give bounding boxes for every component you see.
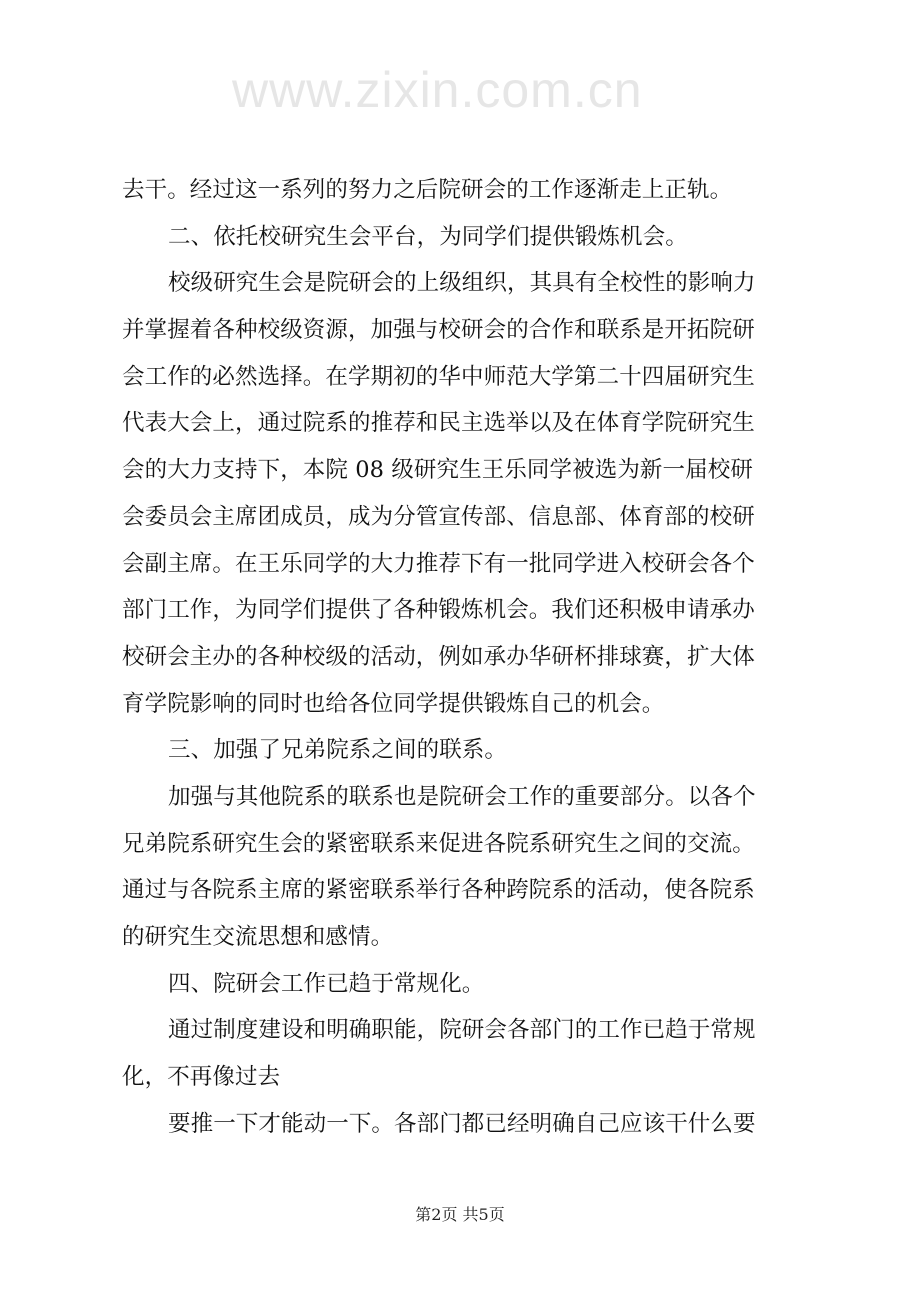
- text-line: 校级研究生会是院研会的上级组织，其具有全校性的影响力: [168, 270, 756, 297]
- text-line: 会委员会主席团成员，成为分管宣传部、信息部、体育部的校研: [122, 503, 755, 530]
- text-line: 去干。经过这一系列的努力之后院研会的工作逐渐走上正轨。: [122, 177, 733, 203]
- text-line: 的研究生交流思想和感情。: [122, 924, 394, 950]
- text-line: 要推一下才能动一下。各部门都已经明确自己应该干什么要: [168, 1110, 756, 1137]
- document-body: [122, 167, 842, 1147]
- text-line: 通过制度建设和明确职能，院研会各部门的工作已趋于常规: [168, 1017, 756, 1044]
- text-line: 代表大会上，通过院系的推荐和民主选举以及在体育学院研究生: [122, 410, 755, 437]
- watermark: www.zixin.com.cn: [232, 62, 643, 118]
- text-line: 育学院影响的同时也给各位同学提供锻炼自己的机会。: [122, 690, 665, 717]
- text-line: 二、依托校研究生会平台，为同学们提供锻炼机会。: [168, 223, 688, 250]
- text-line: 会工作的必然选择。在学期初的华中师范大学第二十四届研究生: [122, 363, 755, 390]
- text-line: 会副主席。在王乐同学的大力推荐下有一批同学进入校研会各个: [122, 550, 755, 577]
- page-footer: 第2页 共5页: [415, 1205, 505, 1224]
- text-line: 三、加强了兄弟院系之间的联系。: [168, 737, 508, 764]
- text-line: 化，不再像过去: [122, 1064, 281, 1091]
- text-line: 校研会主办的各种校级的活动，例如承办华研杯排球赛，扩大体: [122, 643, 755, 670]
- text-line: 加强与其他院系的联系也是院研会工作的重要部分。以各个: [168, 783, 756, 810]
- text-line: 兄弟院系研究生会的紧密联系来促进各院系研究生之间的交流。: [122, 830, 755, 857]
- text-line: 并掌握着各种校级资源，加强与校研会的合作和联系是开拓院研: [122, 317, 755, 344]
- text-line: 四、院研会工作已趋于常规化。: [168, 970, 485, 997]
- text-line: 部门工作，为同学们提供了各种锻炼机会。我们还积极申请承办: [122, 597, 755, 624]
- text-line: 通过与各院系主席的紧密联系举行各种跨院系的活动，使各院系: [122, 877, 755, 904]
- text-line: 会的大力支持下，本院 08 级研究生王乐同学被选为新一届校研: [122, 457, 753, 484]
